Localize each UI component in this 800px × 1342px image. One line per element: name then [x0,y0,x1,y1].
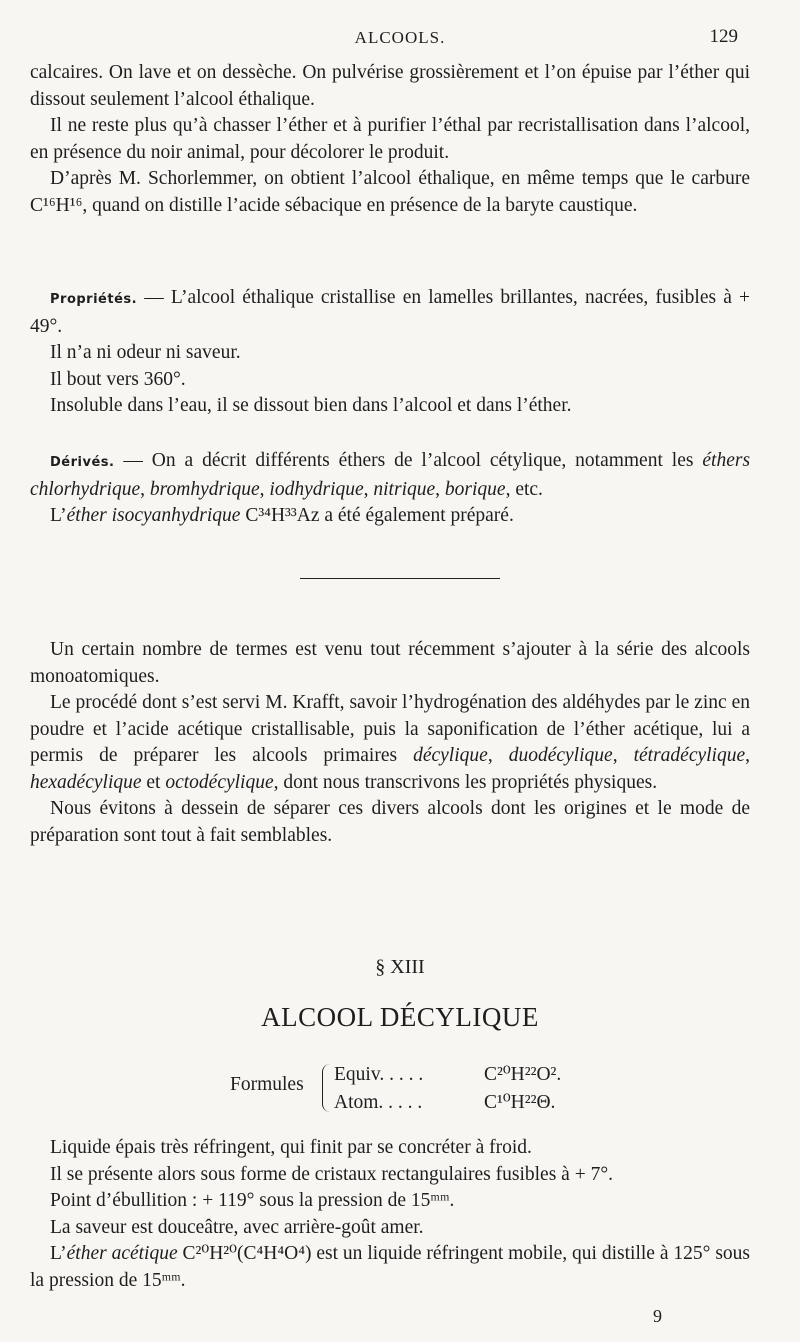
alcool-name: duodécylique [508,745,613,766]
formula-row [334,1090,555,1114]
alcool-name: hexadécylique [30,771,142,793]
intro-block [30,60,750,219]
decylique-line: Point d’ébullition : + 119° sous la pression de 15ᵐᵐ. [50,1190,455,1211]
proprietes-line: Il bout vers 360°. [50,368,186,390]
paragraph-krafft: Le procédé dont s’est servi M. Krafft, savoir l’hydrogénation des aldéhydes par le zinc en poudre et l’acide acétique cristallisable, puis la saponification de l’éther acétique, lui a permis de préparer les alcools primaires décylique, duodécylique, tétradécylique, hexadécylique et octodécylique, dont nous transcrivons les propriétés physiques. [30,692,751,793]
ether-name: borique [444,478,506,500]
page-number: 129 [709,26,738,47]
serie-block [30,637,750,849]
decylique-line: Liquide épais très réfringent, qui finit par se concréter à froid. [50,1137,532,1158]
paragraph-ether: Il ne reste plus qu’à chasser l’éther et à purifier l’éthal par recristallisation dans l’alcool, en présence du noir animal, pour décolorer le produit. [30,115,750,163]
formula-acetique: C²⁰H²⁰(C⁴H⁴O⁴) [177,1243,312,1264]
proprietes-first [30,285,750,340]
paragraph-nous-evitons: Nous évitons à dessein de séparer ces divers alcools dont les origines et le mode de préparation sont tout à fait semblables. [30,798,750,846]
krafft-et: et [141,771,166,793]
decylique-line: La saveur est douceâtre, avec arrière-goût amer. [50,1216,424,1238]
derives-etc: etc. [515,478,543,500]
section-heading: ALCOOL DÉCYLIQUE [261,1002,539,1032]
derives-block [30,448,750,530]
brace-icon [322,1064,331,1112]
krafft-text: , dont nous transcrivons les propriétés physiques. [273,771,658,793]
krafft-text: Le procédé dont s’est servi M. Krafft, savoir l’hydrogénation des aldéhydes par le zinc en poudre et l’acide acétique cristallisable, puis la saponification de l’éther acétique, lui a permis de préparer les alcools primaires [30,692,750,766]
paragraph-calcaires: calcaires. On lave et on dessèche. On pulvérise grossièrement et l’on épuise par l’éther qui dissout seulement l’alcool éthalique. [30,62,750,110]
formula-key: Atom. . . . . [334,1092,423,1113]
alcool-name: décylique [413,745,488,766]
running-header [0,26,800,50]
decylique-line: Il se présente alors sous forme de cristaux rectangulaires fusibles à + 7°. [50,1163,613,1185]
formula-row [334,1062,561,1086]
proprietes-dash: — [137,287,171,308]
folio: 9 [653,1306,662,1326]
ether-name: iodhydrique [269,478,364,500]
formulas-block [230,1060,570,1120]
proprietes-label: Propriétés. [50,292,138,307]
acetique-text: est un liquide réfringent mobile, qui distille à 125° sous la pression de 15ᵐᵐ. [30,1243,750,1291]
derives-label: Dérivés. [50,455,115,470]
header-title: ALCOOLS. [354,28,446,47]
derives-first: Dérivés. — On a décrit différents éthers de l’alcool cétylique, notamment les éthers chlorhydrique, bromhydrique, iodhydrique, nitrique, borique, etc. [30,450,751,500]
derives-line: On a décrit différents éthers de l’alcool cétylique, notamment les [151,450,694,471]
proprietes-line: L’alcool éthalique cristallise en lamelles brillantes, nacrées, fusibles à + 49°. [30,287,750,337]
formula-value: C¹⁰H²²Θ. [484,1092,556,1113]
paragraph-serie: Un certain nombre de termes est venu tout récemment s’ajouter à la série des alcools monoatomiques. [30,639,750,687]
ether-name: bromhydrique [149,478,260,500]
alcool-name: octodécylique [165,771,274,793]
formula-value: C²⁰H²²O². [484,1064,562,1085]
ether-isocyanhydrique: éther isocyanhydrique [66,505,241,526]
ether-name: nitrique [373,478,436,500]
proprietes-line: Insoluble dans l’eau, il se dissout bien dans l’alcool et dans l’éther. [50,395,572,416]
proprietes-block [30,285,750,420]
formula-key: Equiv. . . . . [334,1064,424,1085]
paragraph-acetique [30,1241,750,1294]
derives-rest: a été également préparé. [319,505,514,526]
derives-isocyan [30,503,750,530]
formula-isocyan: C³⁴H³³Az [240,505,320,526]
section-rule [300,578,500,579]
section-number: § XIII [375,956,425,978]
proprietes-line: Il n’a ni odeur ni saveur. [50,342,241,363]
paragraph-schorlemmer: D’après M. Schorlemmer, on obtient l’alcool éthalique, en même temps que le carbure C¹⁶H¹⁶, quand on distille l’acide sébacique en présence de la baryte caustique. [30,168,750,216]
article: L’ [50,1243,67,1264]
formulas-label: Formules [230,1074,304,1095]
ether-acetique: éther acétique [66,1243,178,1264]
alcool-name: tétradécylique [633,745,746,766]
ether-name: éthers chlorhydrique [30,450,751,500]
article: L’ [50,505,67,526]
derives-dash: — [114,450,152,471]
decylique-block [30,1135,750,1294]
